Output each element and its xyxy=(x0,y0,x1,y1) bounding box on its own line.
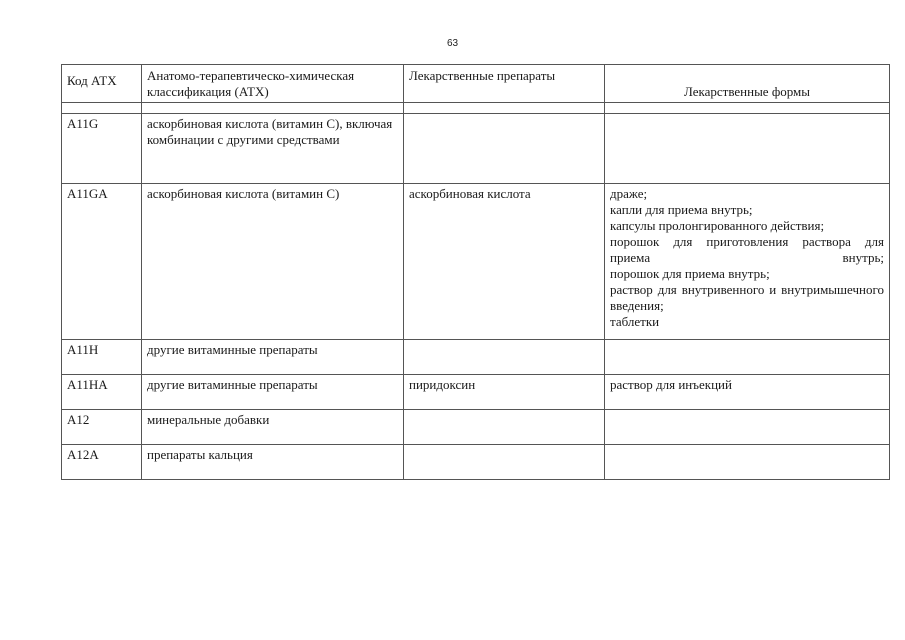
form-item: драже; xyxy=(610,186,648,201)
header-classification: Анатомо-терапевтическо-химическая классификация (АТХ) xyxy=(142,65,404,103)
table-row xyxy=(62,410,890,445)
table-row xyxy=(62,114,890,184)
cell-forms xyxy=(605,375,890,410)
table-row xyxy=(62,340,890,375)
cell-drug: аскорбиновая кислота xyxy=(404,184,605,340)
table-spacer-row xyxy=(62,103,890,114)
cell-code: A11HA xyxy=(62,375,142,410)
table-header-row xyxy=(62,65,890,103)
table-row xyxy=(62,375,890,410)
cell-code: A12 xyxy=(62,410,142,445)
table-row xyxy=(62,445,890,480)
cell-classification: другие витаминные препараты xyxy=(142,340,404,375)
form-item: порошок для приготовления раствора для приема внутрь; xyxy=(610,234,884,265)
cell-classification: аскорбиновая кислота (витамин С), включая комбинации с другими средствами xyxy=(142,114,404,184)
cell-classification: препараты кальция xyxy=(142,445,404,480)
cell-code: A12A xyxy=(62,445,142,480)
cell-drug xyxy=(404,445,605,480)
cell-forms xyxy=(605,340,890,375)
cell-forms xyxy=(605,410,890,445)
cell-drug: пиридоксин xyxy=(404,375,605,410)
header-forms: Лекарственные формы xyxy=(605,65,890,103)
cell-forms xyxy=(605,445,890,480)
cell-classification: аскорбиновая кислота (витамин С) xyxy=(142,184,404,340)
cell-forms xyxy=(605,184,890,340)
form-item: порошок для приема внутрь; xyxy=(610,266,770,281)
form-item: раствор для инъекций xyxy=(610,377,732,392)
cell-code: A11G xyxy=(62,114,142,184)
cell-code: A11H xyxy=(62,340,142,375)
cell-classification: другие витаминные препараты xyxy=(142,375,404,410)
table-row xyxy=(62,184,890,340)
form-item: капсулы пролонгированного действия; xyxy=(610,218,825,233)
form-item: раствор для внутривенного и внутримышечного введения; xyxy=(610,282,884,313)
form-item: капли для приема внутрь; xyxy=(610,202,753,217)
form-item: таблетки xyxy=(610,314,660,329)
cell-drug xyxy=(404,114,605,184)
header-code: Код АТХ xyxy=(62,65,142,103)
atx-classification-table xyxy=(61,64,890,480)
cell-forms xyxy=(605,114,890,184)
cell-drug xyxy=(404,340,605,375)
header-drugs: Лекарственные препараты xyxy=(404,65,605,103)
cell-drug xyxy=(404,410,605,445)
cell-classification: минеральные добавки xyxy=(142,410,404,445)
cell-code: A11GA xyxy=(62,184,142,340)
page-number: 63 xyxy=(446,38,459,49)
